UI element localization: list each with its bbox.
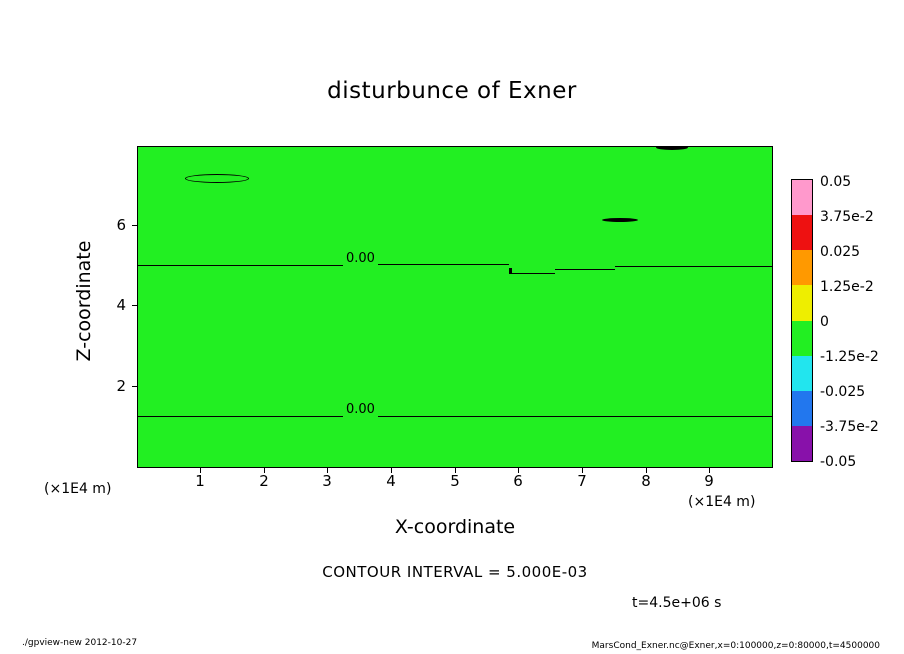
xtick-label: 7	[577, 472, 587, 490]
footer-right: MarsCond_Exner.nc@Exner,x=0:100000,z=0:80000,t=4500000	[591, 641, 880, 651]
x-axis-label: X-coordinate	[394, 516, 516, 538]
time-annotation: t=4.5e+06 s	[632, 595, 722, 611]
contour-line-upper	[615, 266, 773, 267]
contour-line-upper	[493, 264, 509, 265]
colorbar-tick-label: -3.75e-2	[820, 419, 879, 435]
ytick	[132, 386, 138, 387]
xtick-label: 8	[641, 472, 651, 490]
contour-blob-top	[656, 146, 688, 150]
x-axis-unit-right: (×1E4 m)	[688, 494, 756, 510]
y-axis-label: Z-coordinate	[73, 240, 95, 362]
contour-blob-upper-left	[185, 174, 249, 183]
colorbar[interactable]	[791, 179, 813, 462]
xtick-label: 2	[259, 472, 269, 490]
colorbar-swatch	[792, 180, 812, 215]
contour-line-upper	[555, 269, 615, 270]
page-title: disturbunce of Exner	[327, 78, 577, 104]
colorbar-tick-label: 3.75e-2	[820, 209, 874, 225]
contour-interval-caption: CONTOUR INTERVAL = 5.000E-03	[322, 563, 588, 581]
ytick-label: 6	[116, 216, 126, 234]
colorbar-swatch	[792, 215, 812, 250]
xtick-label: 3	[322, 472, 332, 490]
xtick-label: 5	[450, 472, 460, 490]
ytick	[132, 225, 138, 226]
colorbar-tick-label: -1.25e-2	[820, 349, 879, 365]
x-axis-unit-left: (×1E4 m)	[44, 481, 112, 497]
contour-line-upper	[509, 273, 555, 274]
contour-line-lower	[138, 416, 773, 417]
colorbar-swatch	[792, 391, 812, 426]
footer-left: ./gpview-new 2012-10-27	[22, 638, 138, 648]
xtick-label: 9	[704, 472, 714, 490]
contour-line-upper	[138, 265, 363, 266]
colorbar-tick-label: 1.25e-2	[820, 279, 874, 295]
ytick-label: 4	[116, 296, 126, 314]
ytick-label: 2	[116, 377, 126, 395]
plot-area[interactable]	[137, 146, 773, 468]
colorbar-swatch	[792, 321, 812, 356]
contour-label-lower: 0.00	[343, 403, 378, 417]
colorbar-swatch	[792, 426, 812, 461]
contour-line-upper	[363, 264, 493, 265]
colorbar-tick-label: 0.05	[820, 174, 852, 190]
colorbar-tick-label: -0.025	[820, 384, 866, 400]
xtick-label: 1	[195, 472, 205, 490]
colorbar-tick-label: -0.05	[820, 454, 857, 470]
colorbar-tick-label: 0.025	[820, 244, 861, 260]
ytick	[132, 305, 138, 306]
colorbar-swatch	[792, 250, 812, 285]
contour-label-upper: 0.00	[343, 252, 378, 266]
xtick-label: 6	[513, 472, 523, 490]
colorbar-swatch	[792, 356, 812, 391]
xtick-label: 4	[386, 472, 396, 490]
colorbar-swatch	[792, 285, 812, 320]
colorbar-tick-label: 0	[820, 314, 829, 330]
contour-blob-right	[602, 218, 638, 222]
